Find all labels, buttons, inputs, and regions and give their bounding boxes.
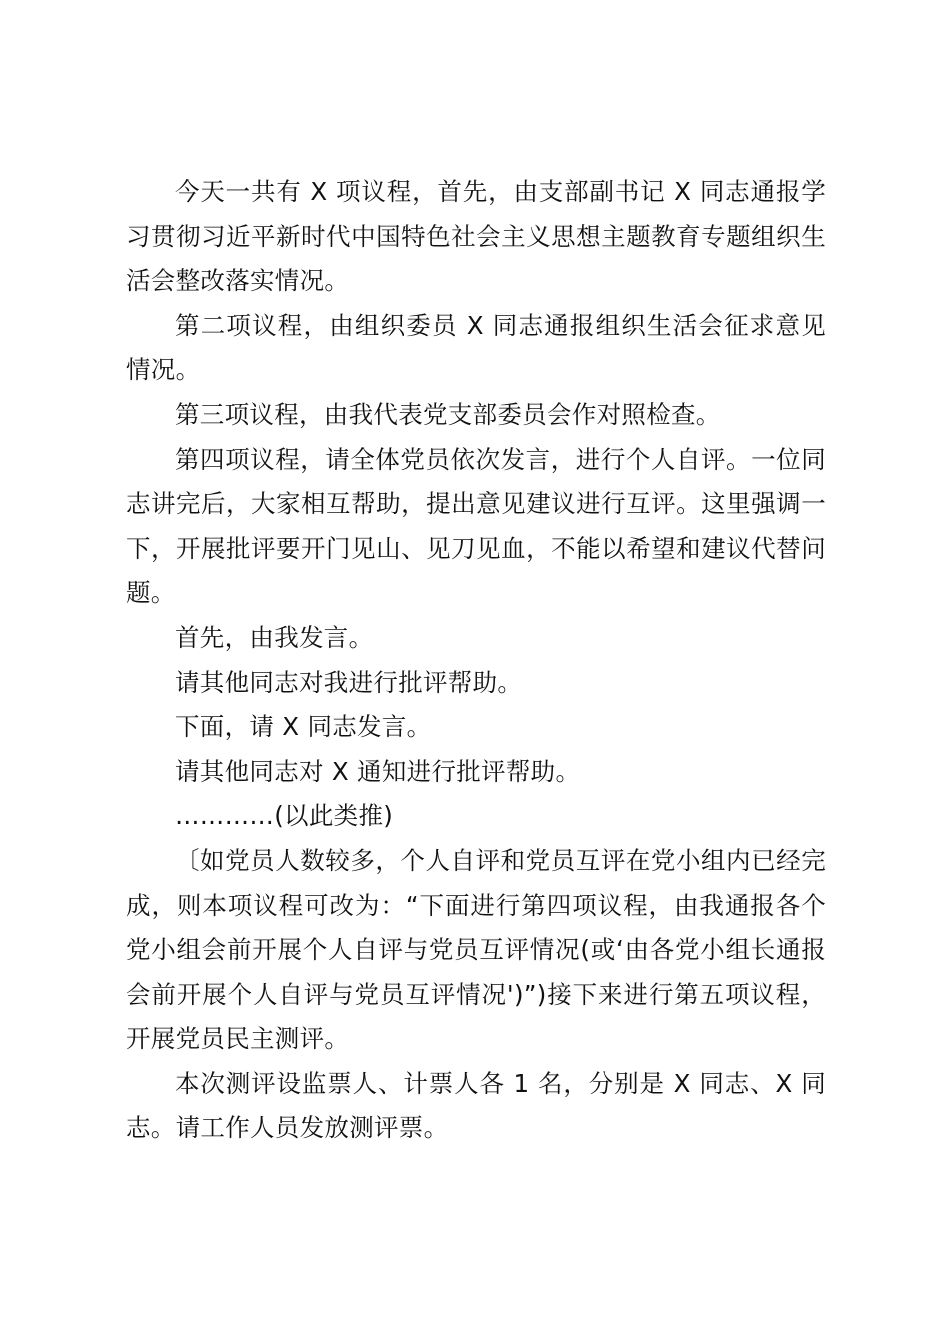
document-body xyxy=(126,170,826,1151)
paragraph-self-speech: 首先，由我发言。 xyxy=(175,622,374,652)
paragraph-next-speaker: 下面，请 X 同志发言。 xyxy=(175,712,432,742)
paragraph-and-so-on: …………(以此类推) xyxy=(175,801,394,831)
paragraph-agenda-item-4: 第四项议程，请全体党员依次发言，进行个人自评。一位同志讲完后，大家相互帮助，提出意见建议进行互评。这里强调一下，开展批评要开门见山、见刀见血，不能以希望和建议代替问题。 xyxy=(126,444,826,608)
paragraph-vote-setup: 本次测评设监票人、计票人各 1 名，分别是 X 同志、X 同志。请工作人员发放测评票。 xyxy=(126,1068,826,1143)
paragraph-agenda-item-2: 第二项议程，由组织委员 X 同志通报组织生活会征求意见情况。 xyxy=(126,310,826,385)
paragraph-agenda-intro: 今天一共有 X 项议程，首先，由支部副书记 X 同志通报学习贯彻习近平新时代中国特色社会主义思想主题教育专题组织生活会整改落实情况。 xyxy=(126,177,826,296)
paragraph-agenda-item-3: 第三项议程，由我代表党支部委员会作对照检查。 xyxy=(175,399,721,429)
paragraph-criticism-request-2: 请其他同志对 X 通知进行批评帮助。 xyxy=(175,756,581,786)
paragraph-criticism-request-1: 请其他同志对我进行批评帮助。 xyxy=(175,667,523,697)
paragraph-alternative-note: 〔如党员人数较多，个人自评和党员互评在党小组内已经完成，则本项议程可改为：“下面进行第四项议程，由我通报各个党小组会前开展个人自评与党员互评情况(或‘由各党小组长通报会前开展个人自评与党员互评情况')”)接下来进行第五项议程，开展党员民主测评。 xyxy=(126,845,826,1054)
